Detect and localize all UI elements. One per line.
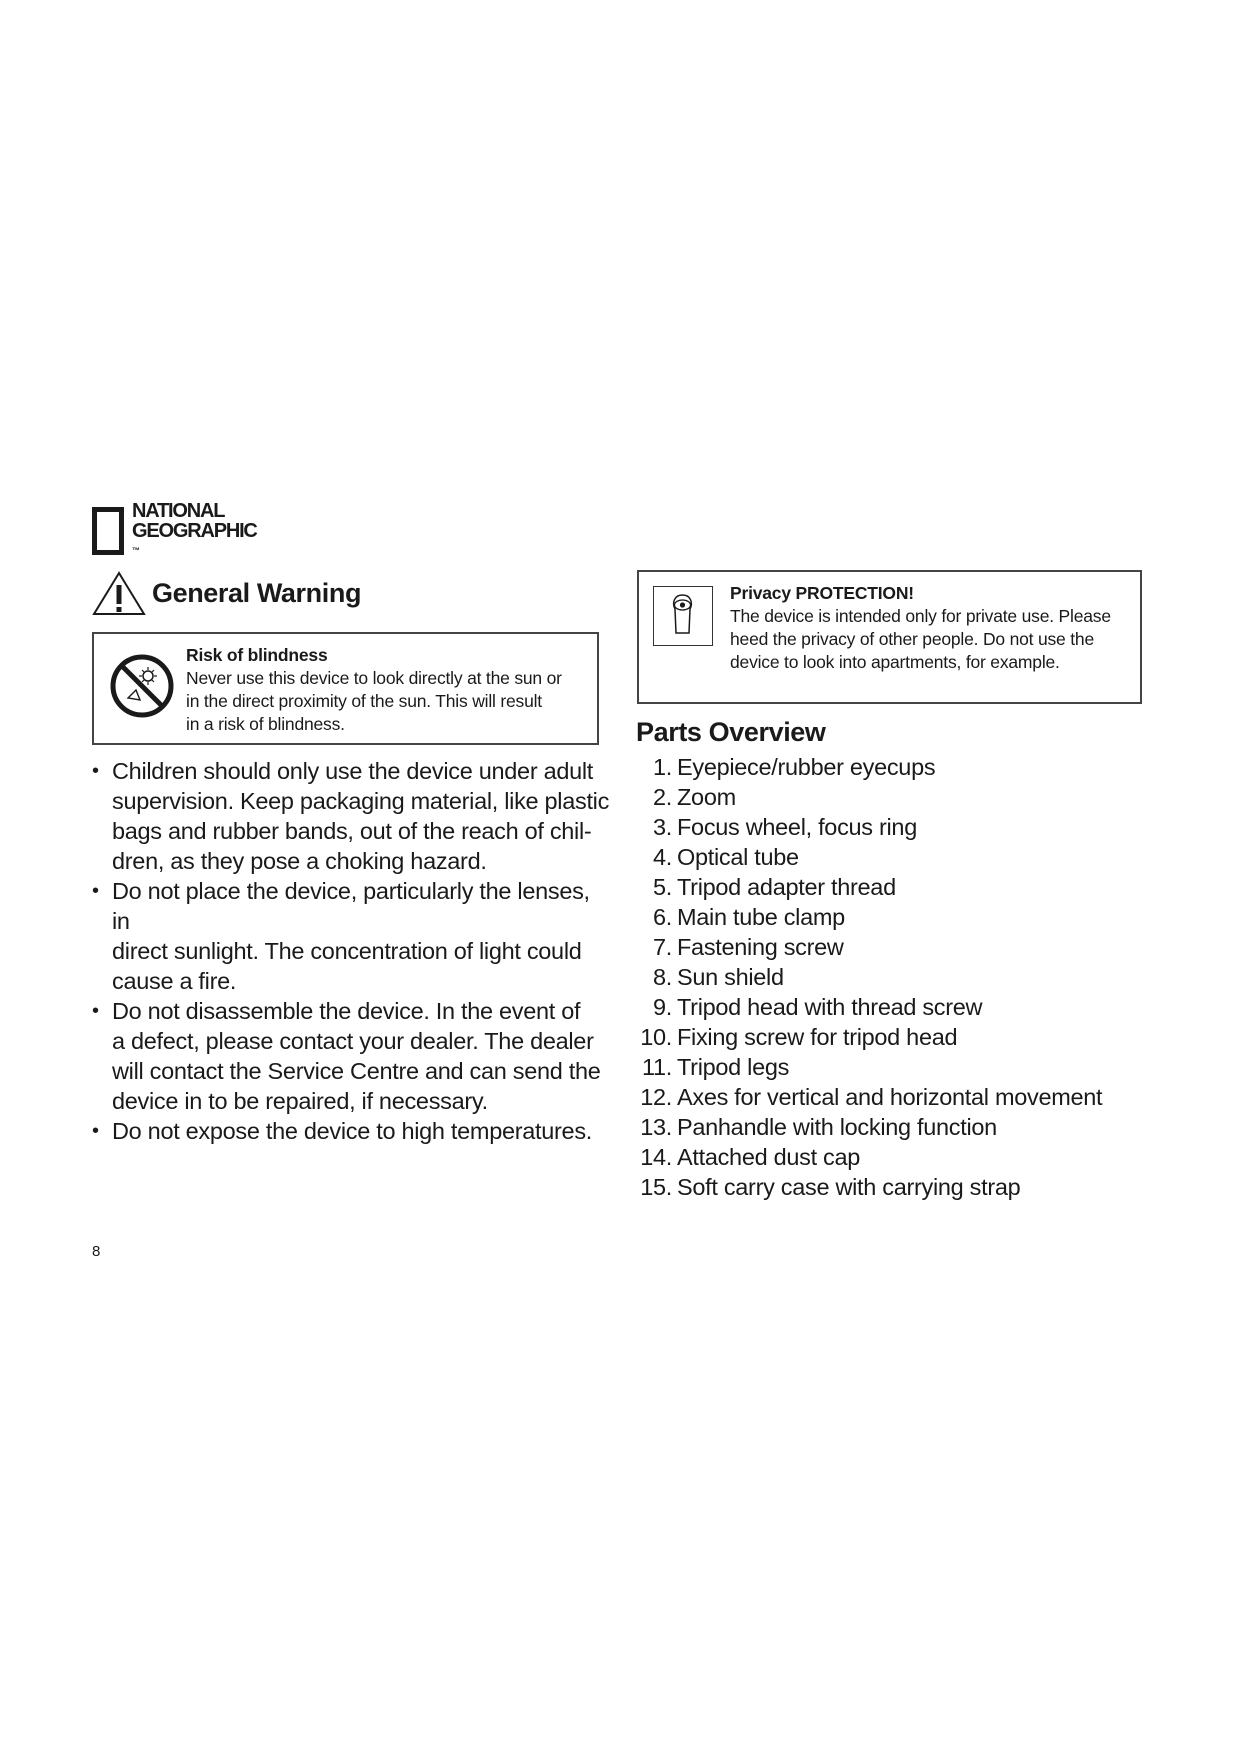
general-warning-title: General Warning xyxy=(152,577,362,608)
bullet-line: cause a fire. xyxy=(112,968,237,994)
bullet-item xyxy=(92,1116,612,1146)
bullet-line: supervision. Keep packaging material, like plastic xyxy=(112,788,610,814)
risk-line-2: in the direct proximity of the sun. This will result xyxy=(186,691,542,711)
part-label: Tripod adapter thread xyxy=(677,874,896,900)
parts-list-item xyxy=(636,1112,1102,1142)
part-label: Axes for vertical and horizontal movement xyxy=(677,1084,1103,1110)
part-number: 3. xyxy=(653,814,672,840)
trademark-symbol: ™ xyxy=(132,546,140,555)
part-number: 10. xyxy=(640,1024,672,1050)
bullet-line: will contact the Service Centre and can send the xyxy=(112,1058,601,1084)
bullet-line: • Do not place the device, particularly the lenses, in xyxy=(112,878,590,934)
parts-list-item xyxy=(636,1052,1102,1082)
privacy-line-3: device to look into apartments, for example. xyxy=(730,652,1060,672)
part-label: Zoom xyxy=(677,784,736,810)
part-number: 5. xyxy=(653,874,672,900)
part-label: Panhandle with locking function xyxy=(677,1114,997,1140)
parts-list-item xyxy=(636,782,1102,812)
parts-list-item xyxy=(636,1022,1102,1052)
part-label: Soft carry case with carrying strap xyxy=(677,1174,1021,1200)
parts-list-item xyxy=(636,902,1102,932)
general-warning-heading xyxy=(92,570,361,616)
parts-list-item xyxy=(636,1172,1102,1202)
keyhole-eye-icon xyxy=(654,587,711,644)
logo-line-2: GEOGRAPHIC ™ xyxy=(132,521,257,561)
logo-line-1: NATIONAL xyxy=(132,500,225,522)
part-number: 14. xyxy=(640,1144,672,1170)
risk-title: Risk of blindness xyxy=(186,645,328,665)
part-number: 13. xyxy=(640,1114,672,1140)
privacy-line-2: heed the privacy of other people. Do not use the xyxy=(730,629,1094,649)
part-number: 11. xyxy=(641,1054,672,1080)
part-label: Tripod legs xyxy=(677,1054,790,1080)
bullet-line: device in to be repaired, if necessary. xyxy=(112,1088,488,1114)
part-number: 12. xyxy=(640,1084,672,1110)
parts-list-item xyxy=(636,932,1102,962)
part-number: 2. xyxy=(653,784,672,810)
page-number: 8 xyxy=(92,1243,101,1260)
part-number: 4. xyxy=(653,844,672,870)
privacy-title: Privacy PROTECTION! xyxy=(730,583,914,603)
logo-wordmark xyxy=(132,501,257,561)
parts-overview-list xyxy=(636,752,1102,1202)
bullet-line: a defect, please contact your dealer. The dealer xyxy=(112,1028,594,1054)
parts-list-item xyxy=(636,1142,1102,1172)
part-number: 7. xyxy=(653,934,672,960)
bullet-line: • Children should only use the device under adult xyxy=(112,758,594,784)
part-label: Sun shield xyxy=(677,964,784,990)
parts-list-item xyxy=(636,992,1102,1022)
part-label: Tripod head with thread screw xyxy=(677,994,983,1020)
bullet-line: direct sunlight. The concentration of light could xyxy=(112,938,582,964)
part-number: 9. xyxy=(653,994,672,1020)
parts-list-item xyxy=(636,842,1102,872)
part-number: 6. xyxy=(653,904,672,930)
part-label: Main tube clamp xyxy=(677,904,845,930)
bullet-line: • Do not disassemble the device. In the event of xyxy=(112,998,581,1024)
bullet-line: bags and rubber bands, out of the reach of chil- xyxy=(112,818,592,844)
risk-line-1: Never use this device to look directly at the sun or xyxy=(186,668,562,688)
bullet-item xyxy=(92,996,612,1116)
warning-triangle-icon xyxy=(92,570,146,616)
privacy-protection-box xyxy=(637,570,1142,704)
national-geographic-logo xyxy=(92,501,257,561)
parts-list-item xyxy=(636,962,1102,992)
part-label: Eyepiece/rubber eyecups xyxy=(677,754,936,780)
bullet-line: • Do not expose the device to high temperatures. xyxy=(112,1118,592,1144)
parts-list-item xyxy=(636,1082,1102,1112)
bullet-item xyxy=(92,876,612,996)
parts-list-item xyxy=(636,752,1102,782)
bullet-line: dren, as they pose a choking hazard. xyxy=(112,848,487,874)
part-number: 8. xyxy=(653,964,672,990)
part-number: 15. xyxy=(640,1174,672,1200)
bullet-item xyxy=(92,756,612,876)
logo-frame-icon xyxy=(92,507,124,555)
privacy-line-1: The device is intended only for private use. Please xyxy=(730,606,1111,626)
privacy-keyhole-icon xyxy=(653,586,713,646)
no-sun-viewing-icon xyxy=(110,654,174,718)
risk-of-blindness-box xyxy=(92,632,599,745)
safety-bullet-list xyxy=(92,756,612,1146)
parts-overview-title: Parts Overview xyxy=(636,717,826,747)
part-label: Fastening screw xyxy=(677,934,844,960)
risk-line-3: in a risk of blindness. xyxy=(186,714,345,734)
part-label: Fixing screw for tripod head xyxy=(677,1024,958,1050)
part-label: Focus wheel, focus ring xyxy=(677,814,917,840)
part-number: 1. xyxy=(653,754,672,780)
parts-list-item xyxy=(636,812,1102,842)
part-label: Attached dust cap xyxy=(677,1144,861,1170)
part-label: Optical tube xyxy=(677,844,799,870)
parts-list-item xyxy=(636,872,1102,902)
